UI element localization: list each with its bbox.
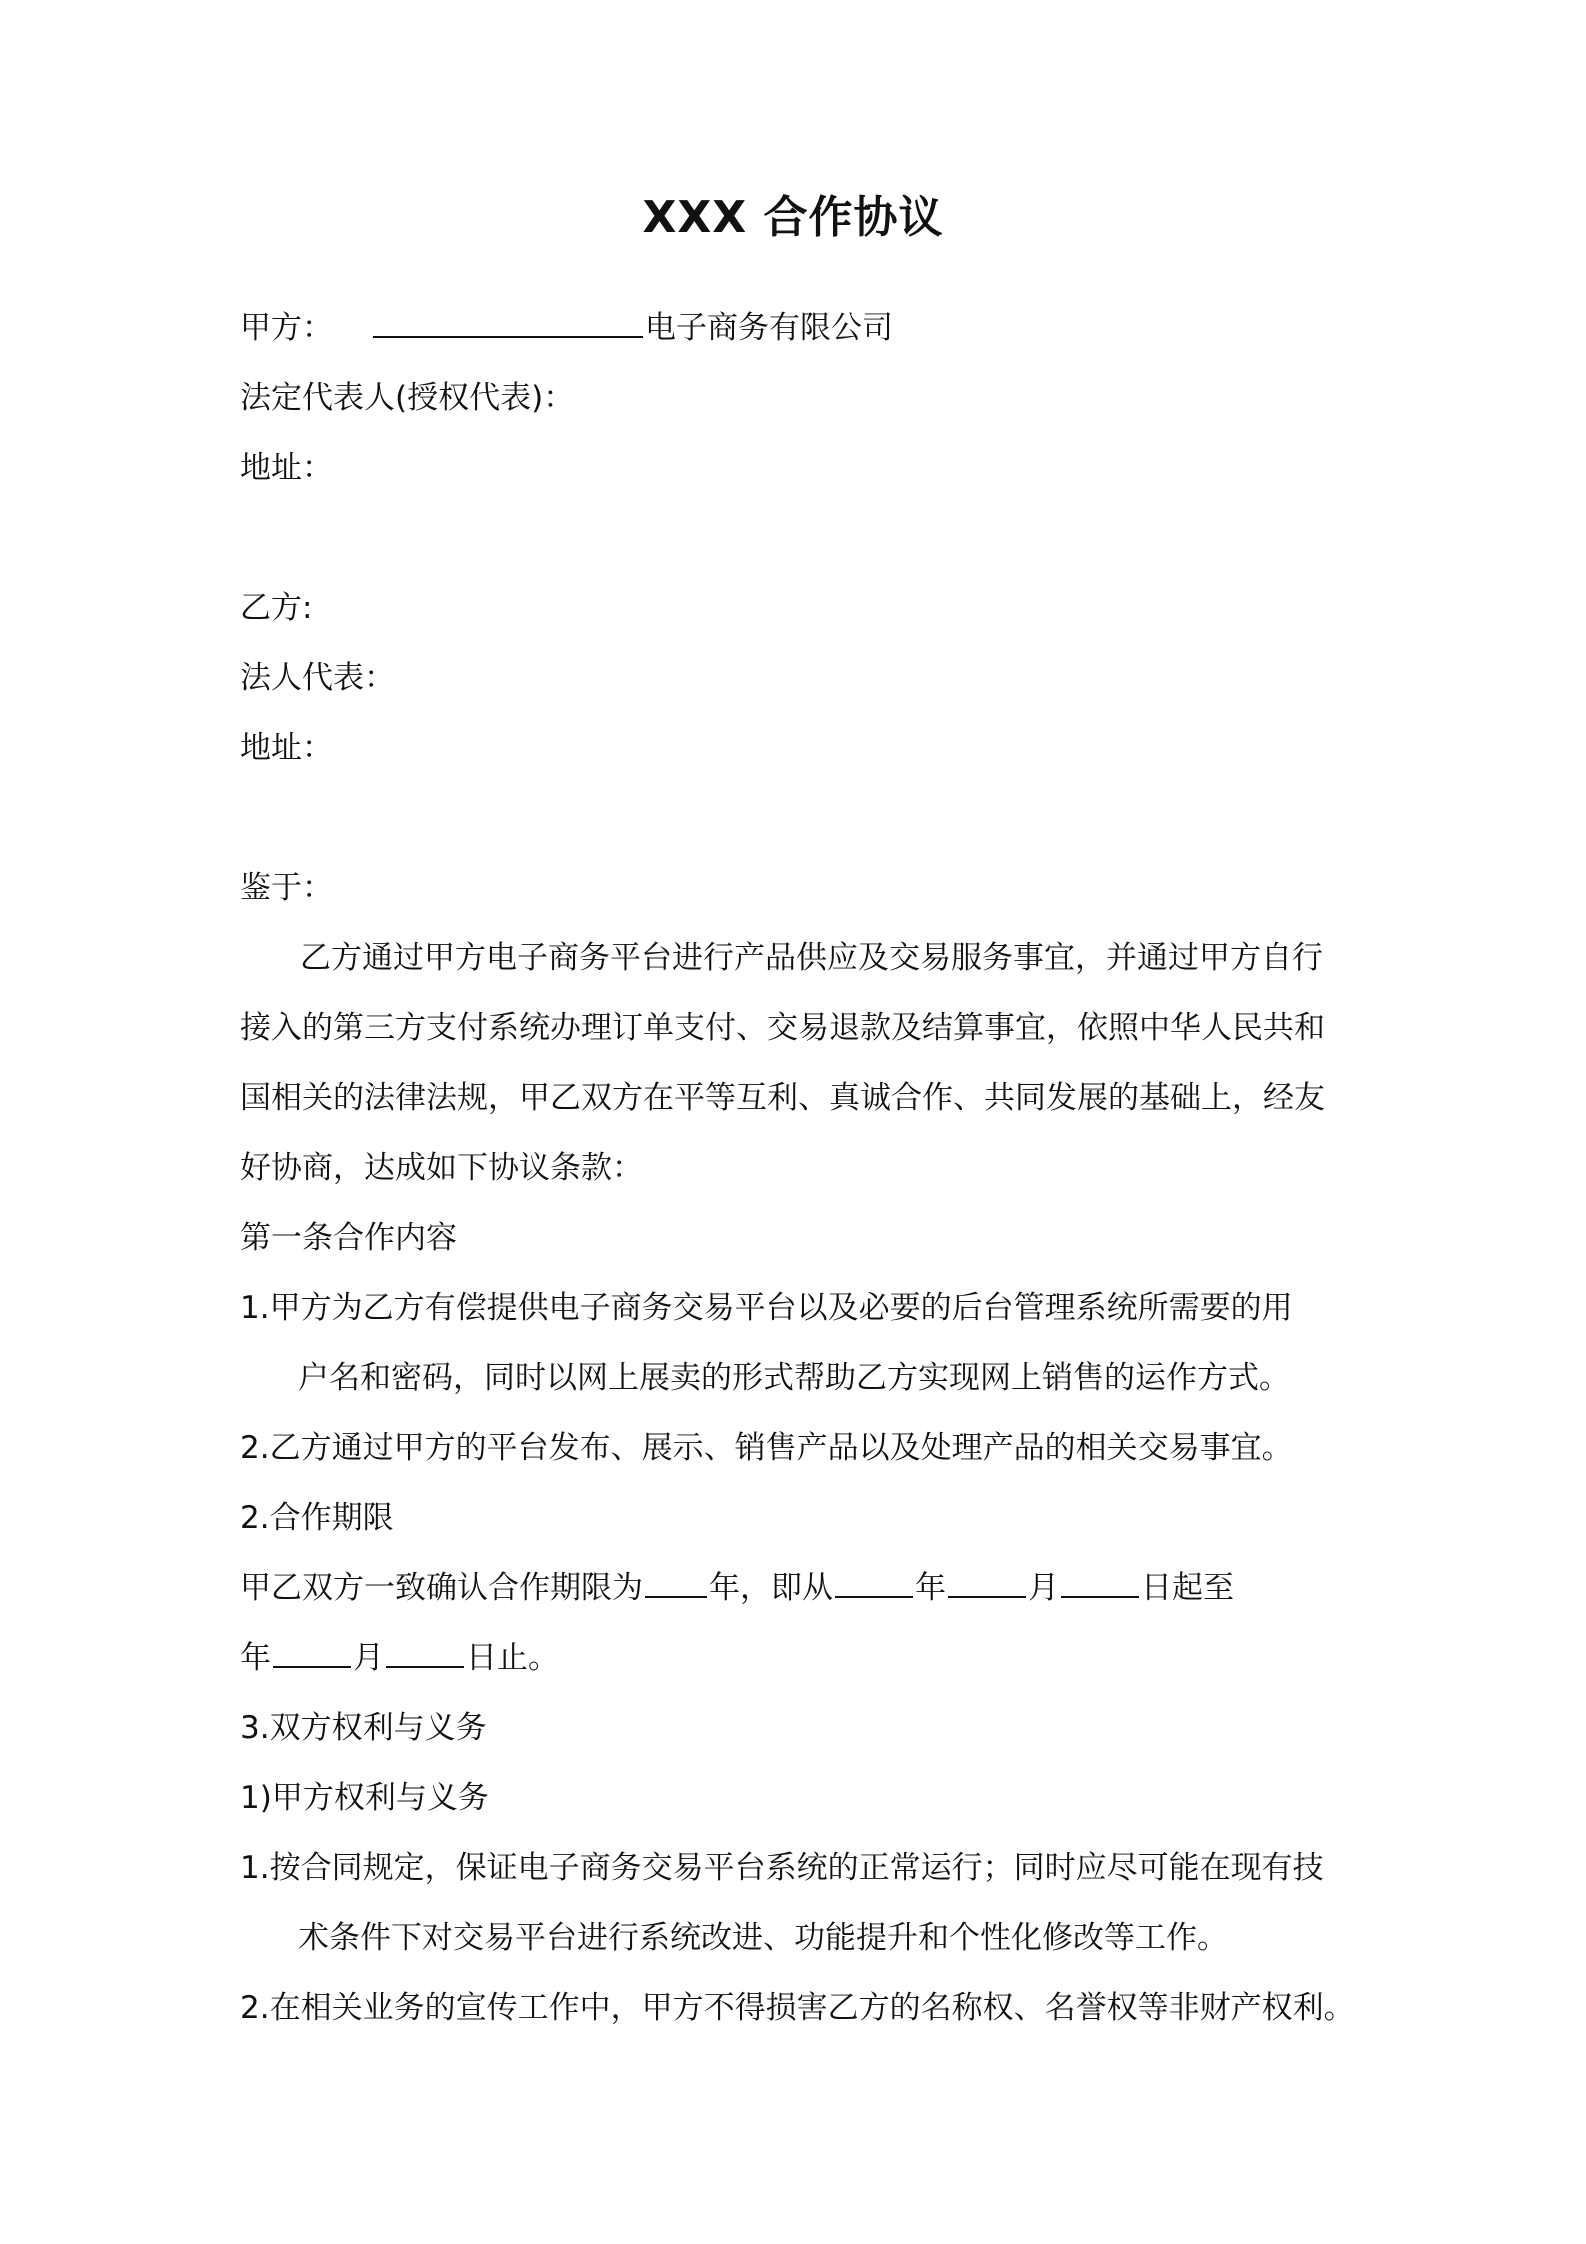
document-title: XXX 合作协议 [642,192,944,243]
party-b-rep: 法人代表： [240,660,395,696]
start-month-blank [948,1566,1026,1598]
party-a-line [240,306,893,350]
rights-heading: 3.双方权利与义务 [240,1710,487,1746]
party-a-label: 甲方： [240,310,333,346]
article1-heading: 第一条合作内容 [240,1220,457,1256]
term-text: 年 [915,1570,946,1606]
term-line-1 [240,1566,1234,1610]
preamble-line: 乙方通过甲方电子商务平台进行产品供应及交易服务事宜，并通过甲方自行 [300,940,1323,976]
party-b-address: 地址： [240,730,333,766]
term-line-2 [240,1636,559,1680]
rights-item1: 1.按合同规定，保证电子商务交易平台系统的正常运行；同时应尽可能在现有技 [240,1850,1324,1886]
end-day-blank [386,1636,464,1668]
preamble-line: 国相关的法律法规，甲乙双方在平等互利、真诚合作、共同发展的基础上，经友 [240,1080,1325,1116]
party-a-address: 地址： [240,450,333,486]
term-text: 日止。 [466,1640,559,1676]
company-name-blank [373,306,643,338]
term-text: 甲乙双方一致确认合作期限为 [240,1570,643,1606]
years-blank [645,1566,707,1598]
term-text: 日起至 [1141,1570,1234,1606]
article1-item2: 2.乙方通过甲方的平台发布、展示、销售产品以及处理产品的相关交易事宜。 [240,1430,1293,1466]
start-year-blank [835,1566,913,1598]
term-text: 年 [240,1640,271,1676]
preamble-line: 接入的第三方支付系统办理订单支付、交易退款及结算事宜，依照中华人民共和 [240,1010,1325,1046]
term-text: 月 [353,1640,384,1676]
party-a-company-suffix: 电子商务有限公司 [645,310,893,346]
end-month-blank [273,1636,351,1668]
party-b-label: 乙方: [240,590,313,626]
article1-item1-cont: 户名和密码，同时以网上展卖的形式帮助乙方实现网上销售的运作方式。 [298,1360,1290,1396]
preamble-heading: 鉴于： [240,870,333,906]
party-a-rep: 法定代表人(授权代表)： [240,380,575,416]
rights-sub-a: 1)甲方权利与义务 [240,1780,489,1816]
term-heading: 2.合作期限 [240,1500,394,1536]
term-text: 月 [1028,1570,1059,1606]
start-day-blank [1061,1566,1139,1598]
rights-item1-cont: 术条件下对交易平台进行系统改进、功能提升和个性化修改等工作。 [298,1920,1228,1956]
term-text: 年，即从 [709,1570,833,1606]
article1-item1: 1.甲方为乙方有偿提供电子商务交易平台以及必要的后台管理系统所需要的用 [240,1290,1293,1326]
preamble-line: 好协商，达成如下协议条款： [240,1150,643,1186]
rights-item2: 2.在相关业务的宣传工作中，甲方不得损害乙方的名称权、名誉权等非财产权利。 [240,1990,1355,2026]
